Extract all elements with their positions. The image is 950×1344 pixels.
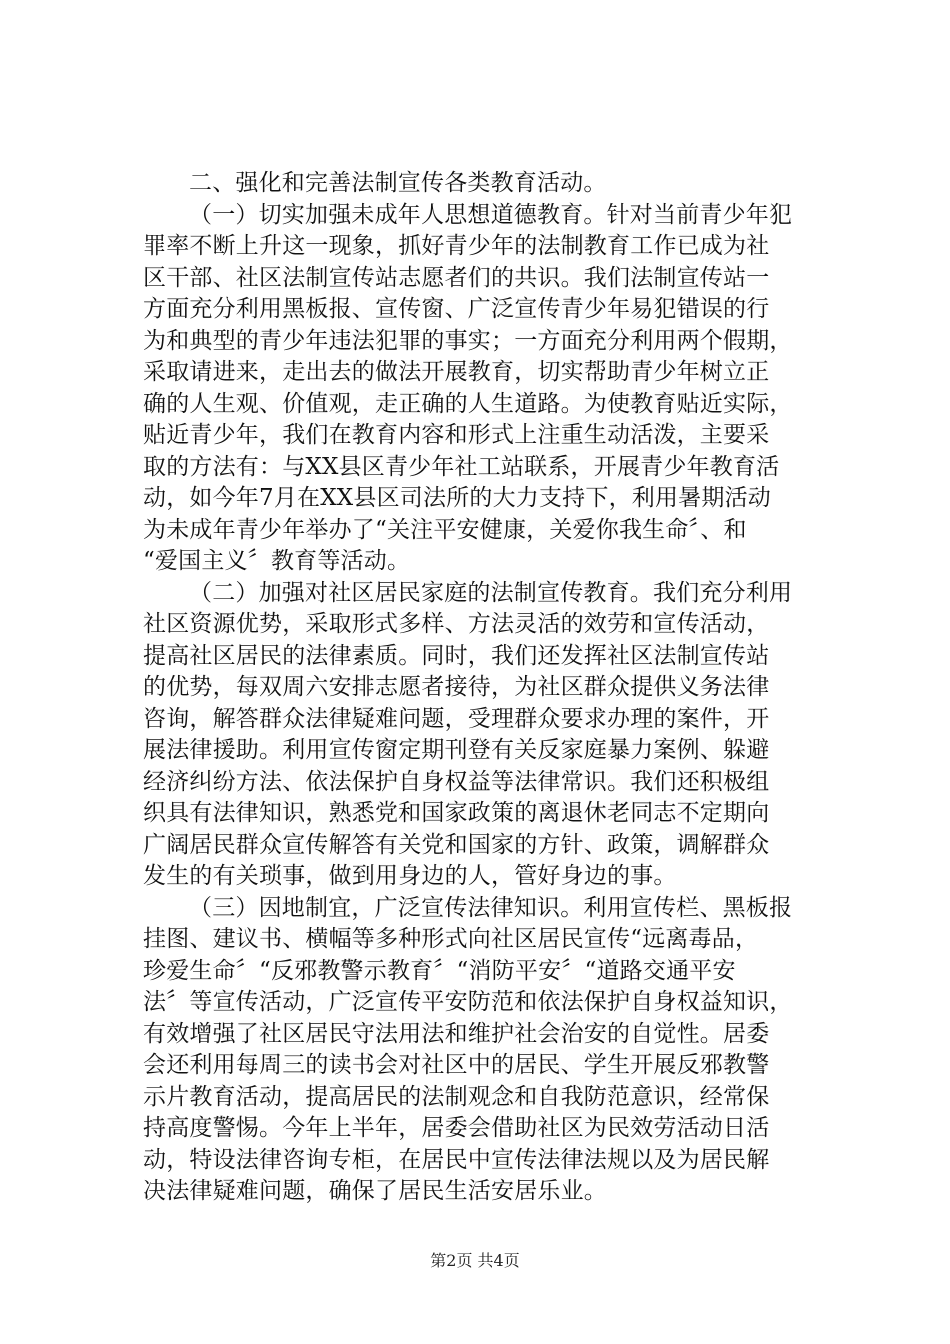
text-line: 发生的有关琐事，做到用身边的人，管好身边的事。: [143, 863, 677, 889]
text-line: 示片教育活动，提高居民的法制观念和自我防范意识，经常保: [143, 1083, 770, 1110]
text-line: 会还利用每周三的读书会对社区中的居民、学生开展反邪教警: [143, 1052, 770, 1078]
text-line: 确的人生观、价值观，走正确的人生道路。为使教育贴近实际，: [143, 390, 793, 417]
text-line: 为未成年青少年举办了“关注平安健康，关爱你我生命〞、和: [143, 516, 747, 543]
page-footer: 第2页 共4页: [430, 1251, 520, 1270]
text-line: 社区资源优势，采取形式多样、方法灵活的效劳和宣传活动，: [143, 611, 770, 637]
text-line: 珍爱生命〞“反邪教警示教育〞“消防平安〞“道路交通平安: [143, 957, 736, 984]
text-line: 采取请进来，走出去的做法开展教育，切实帮助青少年树立正: [143, 359, 770, 385]
text-line: “爱国主义〞教育等活动。: [143, 548, 411, 574]
text-line: 展法律援助。利用宣传窗定期刊登有关反家庭暴力案例、躲避: [143, 737, 770, 763]
text-line: 决法律疑难问题，确保了居民生活安居乐业。: [143, 1178, 607, 1204]
text-line: 区干部、社区法制宣传站志愿者们的共识。我们法制宣传站一: [143, 264, 770, 291]
text-line: 挂图、建议书、横幅等多种形式向社区居民宣传“远离毒品，: [143, 926, 759, 952]
text-line: 的优势，每双周六安排志愿者接待，为社区群众提供义务法律: [143, 674, 770, 700]
text-line: 咨询，解答群众法律疑难问题，受理群众要求办理的案件，开: [143, 705, 770, 732]
text-line: 为和典型的青少年违法犯罪的事实；一方面充分利用两个假期，: [143, 327, 793, 354]
text-line: 广阔居民群众宣传解答有关党和国家的方针、政策，调解群众: [143, 831, 770, 858]
text-line: 动，特设法律咨询专柜，在居民中宣传法律法规以及为居民解: [143, 1146, 770, 1173]
text-line: 方面充分利用黑板报、宣传窗、广泛宣传青少年易犯错误的行: [143, 296, 770, 322]
text-line: 持高度警惕。今年上半年，居委会借助社区为民效劳活动日活: [143, 1115, 770, 1141]
text-line: 取的方法有：与XX县区青少年社工站联系，开展青少年教育活: [143, 453, 780, 480]
text-line: 织具有法律知识，熟悉党和国家政策的离退休老同志不定期向: [143, 800, 770, 826]
text-line: （一）切实加强未成年人思想道德教育。针对当前青少年犯: [189, 201, 793, 228]
text-line: 经济纠纷方法、依法保护自身权益等法律常识。我们还积极组: [143, 768, 770, 795]
text-line: 罪率不断上升这一现象，抓好青少年的法制教育工作已成为社: [143, 233, 770, 259]
text-line: 贴近青少年，我们在教育内容和形式上注重生动活泼，主要采: [143, 422, 770, 448]
text-line: 动，如今年7月在XX县区司法所的大力支持下，利用暑期活动: [143, 485, 771, 511]
text-line: 提高社区居民的法律素质。同时，我们还发挥社区法制宣传站: [143, 642, 770, 669]
text-line: （三）因地制宜，广泛宣传法律知识。利用宣传栏、黑板报: [189, 894, 793, 921]
text-line: 二、强化和完善法制宣传各类教育活动。: [189, 170, 607, 196]
document-body: [143, 168, 815, 1208]
text-line: 法〞等宣传活动，广泛宣传平安防范和依法保护自身权益知识，: [143, 989, 793, 1015]
text-line: 有效增强了社区居民守法用法和维护社会治安的自觉性。居委: [143, 1020, 770, 1047]
text-line: （二）加强对社区居民家庭的法制宣传教育。我们充分利用: [189, 579, 793, 606]
